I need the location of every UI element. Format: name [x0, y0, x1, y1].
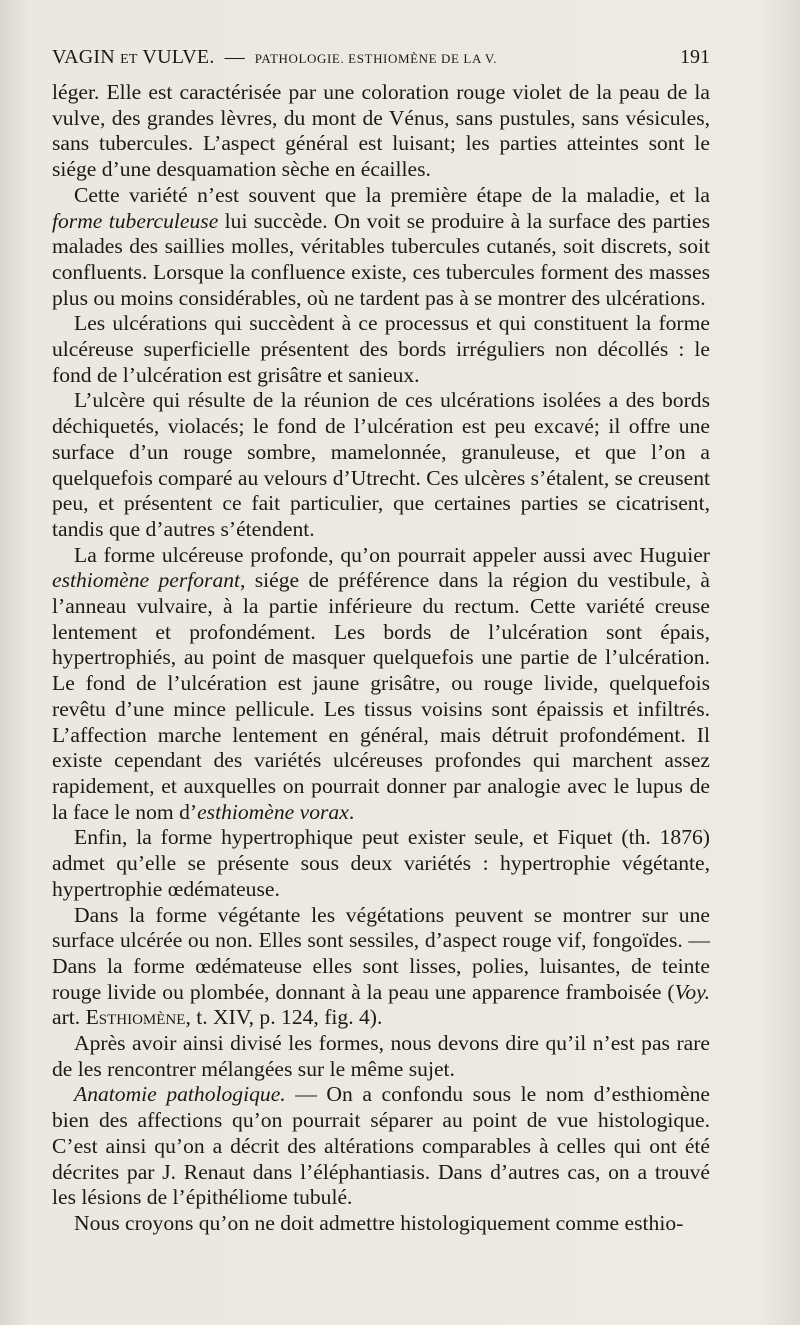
paragraph-4: L’ulcère qui résulte de la réunion de ces ulcérations isolées a des bords déchiquetés, violacés; le fond de l’ulcération est peu excavé; il offre une surface d’un rouge sombre, mamelonnée, granuleuse, et que l’on a quelquefois comparé au velours d’Utrecht. Ces ulcères s’étalent, se creusent peu, et présentent ce fait particulier, que certaines parties se cicatrisent, tandis que d’autres s’étendent.: [52, 388, 710, 541]
header-vagin: VAGIN: [52, 46, 115, 68]
term-esthiomene-perforant: esthiomène perforant: [52, 568, 241, 593]
header-vulve: VULVE.: [142, 46, 215, 68]
paragraph-8: Après avoir ainsi divisé les formes, nous devons dire qu’il n’est pas rare de les rencontrer mélangées sur le même sujet.: [52, 1031, 710, 1081]
paragraph-1: léger. Elle est caractérisée par une coloration rouge violet de la peau de la vulve, des grandes lèvres, du mont de Vénus, sans pustules, sans vésicules, sans tubercules. L’aspect général est luisant; les parties atteintes sont le siége d’une desquamation sèche en écailles.: [52, 80, 710, 182]
running-header: [52, 46, 710, 69]
page-number: 191: [680, 46, 710, 68]
header-et: ET: [120, 52, 138, 67]
header-section: PATHOLOGIE. ESTHIOMÈNE DE LA V.: [254, 51, 498, 66]
paragraph-5: La forme ulcéreuse profonde, qu’on pourrait appeler aussi avec Huguier esthiomène perforant, siége de préférence dans la région du vestibule, à l’anneau vulvaire, à la partie inférieure du rectum. Cette variété creuse lentement et profondément. Les bords de l’ulcération sont épais, hypertrophiés, au point de masquer quelquefois une partie de l’ulcération. Le fond de l’ulcération est jaune grisâtre, ou rouge livide, quelquefois revêtu d’une mince pellicule. Les tissus voisins sont épaissis et infiltrés. L’affection marche lentement en général, mais détruit profondément. Il existe cependant des variétés ulcéreuses profondes qui marchent assez rapidement, et auxquelles on pourrait donner par analogie avec le lupus de la face le nom d’esthiomène vorax.: [52, 542, 710, 824]
paragraph-10: Nous croyons qu’on ne doit admettre histologiquement comme esthio-: [74, 1210, 684, 1235]
term-voy: Voy.: [674, 979, 710, 1004]
paragraph-7: Dans la forme végétante les végétations peuvent se montrer sur une surface ulcérée ou non. Elles sont sessiles, d’aspect rouge vif, fongoïdes. — Dans la forme œdémateuse elles sont lisses, polies, luisantes, de teinte rouge livide ou plombée, donnant à la peau une apparence framboisée (Voy. art. Esthiomène, t. XIV, p. 124, fig. 4).: [52, 902, 710, 1030]
paragraph-2: Cette variété n’est souvent que la première étape de la maladie, et la forme tuberculeuse lui succède. On voit se produire à la surface des parties malades des saillies molles, véritables tubercules cutanés, soit discrets, soit confluents. Lorsque la confluence existe, ces tubercules forment des masses plus ou moins considérables, où ne tardent pas à se montrer des ulcérations.: [52, 182, 710, 310]
term-esthiomene-vorax: esthiomène vorax: [197, 799, 349, 824]
term-forme-tuberculeuse: forme tuberculeuse: [52, 208, 219, 233]
header-dash: —: [224, 46, 245, 68]
running-head-title: [52, 46, 497, 69]
paragraph-3: Les ulcérations qui succèdent à ce processus et qui constituent la forme ulcéreuse superficielle présentent des bords irréguliers non décollés : le fond de l’ulcération est grisâtre et sanieux.: [52, 311, 710, 387]
term-esthiomene-ref: Esthiomène: [85, 1005, 186, 1030]
paragraph-6: Enfin, la forme hypertrophique peut exister seule, et Fiquet (th. 1876) admet qu’elle se présente sous deux variétés : hypertrophie végétante, hypertrophie œdémateuse.: [52, 825, 710, 901]
body-text: [52, 80, 710, 1237]
section-heading-anatomie: Anatomie pathologique.: [74, 1082, 286, 1107]
paragraph-9: Anatomie pathologique. — On a confondu sous le nom d’esthiomène bien des affections qu’on pourrait séparer au point de vue histologique. C’est ainsi qu’on a décrit des altérations comparables à celles qui ont été décrites par J. Renaut dans l’éléphantiasis. Dans d’autres cas, on a trouvé les lésions de l’épithéliome tubulé.: [52, 1082, 710, 1210]
